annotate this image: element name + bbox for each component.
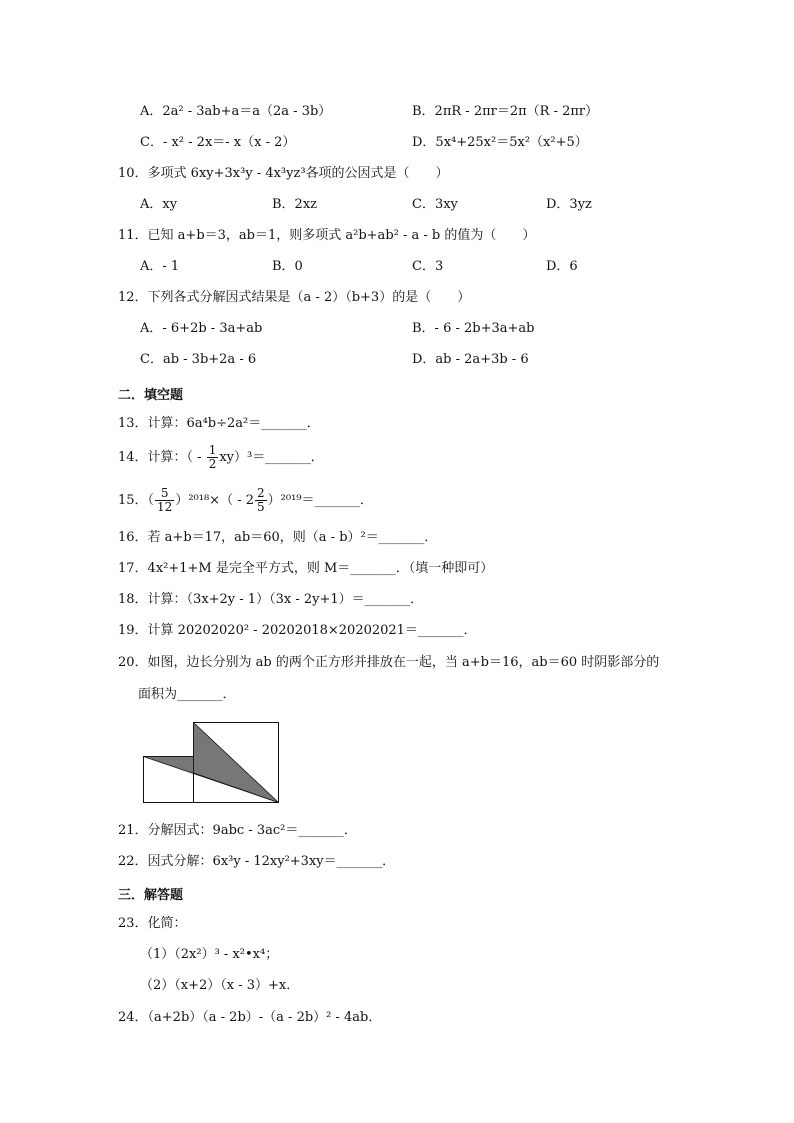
q14-denominator: 2 bbox=[208, 457, 217, 471]
q15 bbox=[118, 485, 373, 517]
q10-option-c: C．3xy bbox=[412, 197, 458, 212]
q12-option-b: B．- 6 - 2b+3a+ab bbox=[412, 321, 535, 336]
q15-denominator-1: 12 bbox=[157, 500, 173, 514]
q12-option-a: A．- 6+2b - 3a+ab bbox=[140, 321, 263, 336]
q11-stem: 11．已知 a+b＝3，ab＝1，则多项式 a²b+ab² - a - b 的值为（ ） bbox=[118, 228, 536, 243]
q11-option-d: D．6 bbox=[546, 259, 578, 274]
q20-line-2: 面积为_______． bbox=[138, 687, 236, 702]
section-answer-heading: 三．解答题 bbox=[118, 888, 184, 903]
q11-option-a: A．- 1 bbox=[140, 259, 180, 274]
q9-option-a: A．2a² - 3ab+a＝a（2a - 3b） bbox=[140, 104, 332, 119]
q13: 13．计算：6a⁴b÷2a²＝_______． bbox=[118, 416, 320, 431]
q15-suffix: ）²⁰¹⁹＝_______． bbox=[267, 493, 373, 508]
q11-option-c: C．3 bbox=[412, 259, 444, 274]
section-fill-in-heading: 二．填空题 bbox=[118, 388, 184, 403]
q20-line-1: 20．如图，边长分别为 ab 的两个正方形并排放在一起，当 a+b＝16，ab＝60 时阴影部分的 bbox=[118, 655, 660, 670]
q9-option-b: B．2πR - 2πr＝2π（R - 2πr） bbox=[412, 104, 599, 119]
q10-option-a: A．xy bbox=[140, 197, 178, 212]
q12-option-c: C．ab - 3b+2a - 6 bbox=[140, 352, 257, 367]
q9-option-c: C．- x² - 2x＝- x（x - 2） bbox=[140, 135, 296, 150]
q21: 21．分解因式：9abc - 3ac²＝_______． bbox=[118, 823, 357, 838]
q14-numerator: 1 bbox=[208, 443, 217, 457]
q10-option-b: B．2xz bbox=[272, 197, 318, 212]
q20-figure bbox=[140, 720, 282, 804]
q17: 17．4x²+1+M 是完全平方式，则 M＝_______．（填一种即可） bbox=[118, 561, 494, 576]
q24: 24．（a+2b）（a - 2b）-（a - 2b）² - 4ab． bbox=[118, 1010, 382, 1025]
q14 bbox=[118, 443, 324, 473]
q18: 18．计算：（3x+2y - 1）（3x - 2y+1）＝_______． bbox=[118, 592, 424, 607]
q15-fraction-2 bbox=[255, 487, 267, 514]
q23-stem: 23．化简： bbox=[118, 916, 187, 931]
q15-numerator-2: 2 bbox=[257, 486, 265, 500]
q11-option-b: B．0 bbox=[272, 259, 303, 274]
q15-prefix: 15．（ bbox=[118, 493, 155, 508]
q23-part-1: （1）（2x²）³ - x²•x⁴； bbox=[140, 947, 279, 962]
q19: 19．计算 20202020² - 20202018×20202021＝_______． bbox=[118, 623, 477, 638]
q12-stem: 12．下列各式分解因式结果是（a - 2）（b+3）的是（ ） bbox=[118, 290, 471, 305]
q14-fraction bbox=[207, 444, 219, 471]
q22: 22．因式分解：6x³y - 12xy²+3xy＝_______． bbox=[118, 854, 396, 869]
q16: 16．若 a+b＝17，ab＝60，则（a - b）²＝_______． bbox=[118, 530, 438, 545]
q15-mid: ）²⁰¹⁸×（ - 2 bbox=[175, 493, 254, 508]
shaded-region-right bbox=[194, 723, 279, 803]
q10-option-d: D．3yz bbox=[546, 197, 592, 212]
q15-fraction-1 bbox=[155, 487, 174, 514]
q12-option-d: D．ab - 2a+3b - 6 bbox=[412, 352, 529, 367]
q23-part-2: （2）（x+2）（x - 3）+x． bbox=[140, 978, 300, 993]
q14-prefix: 14．计算：（ - bbox=[118, 450, 206, 465]
q9-option-d: D．5x⁴+25x²＝5x²（x²+5） bbox=[412, 135, 588, 150]
q15-denominator-2: 5 bbox=[257, 500, 265, 514]
q15-numerator-1: 5 bbox=[155, 487, 174, 501]
q14-suffix: xy）³＝_______． bbox=[219, 450, 324, 465]
q10-stem: 10．多项式 6xy+3x³y - 4x³yz³各项的公因式是（ ） bbox=[118, 166, 449, 181]
